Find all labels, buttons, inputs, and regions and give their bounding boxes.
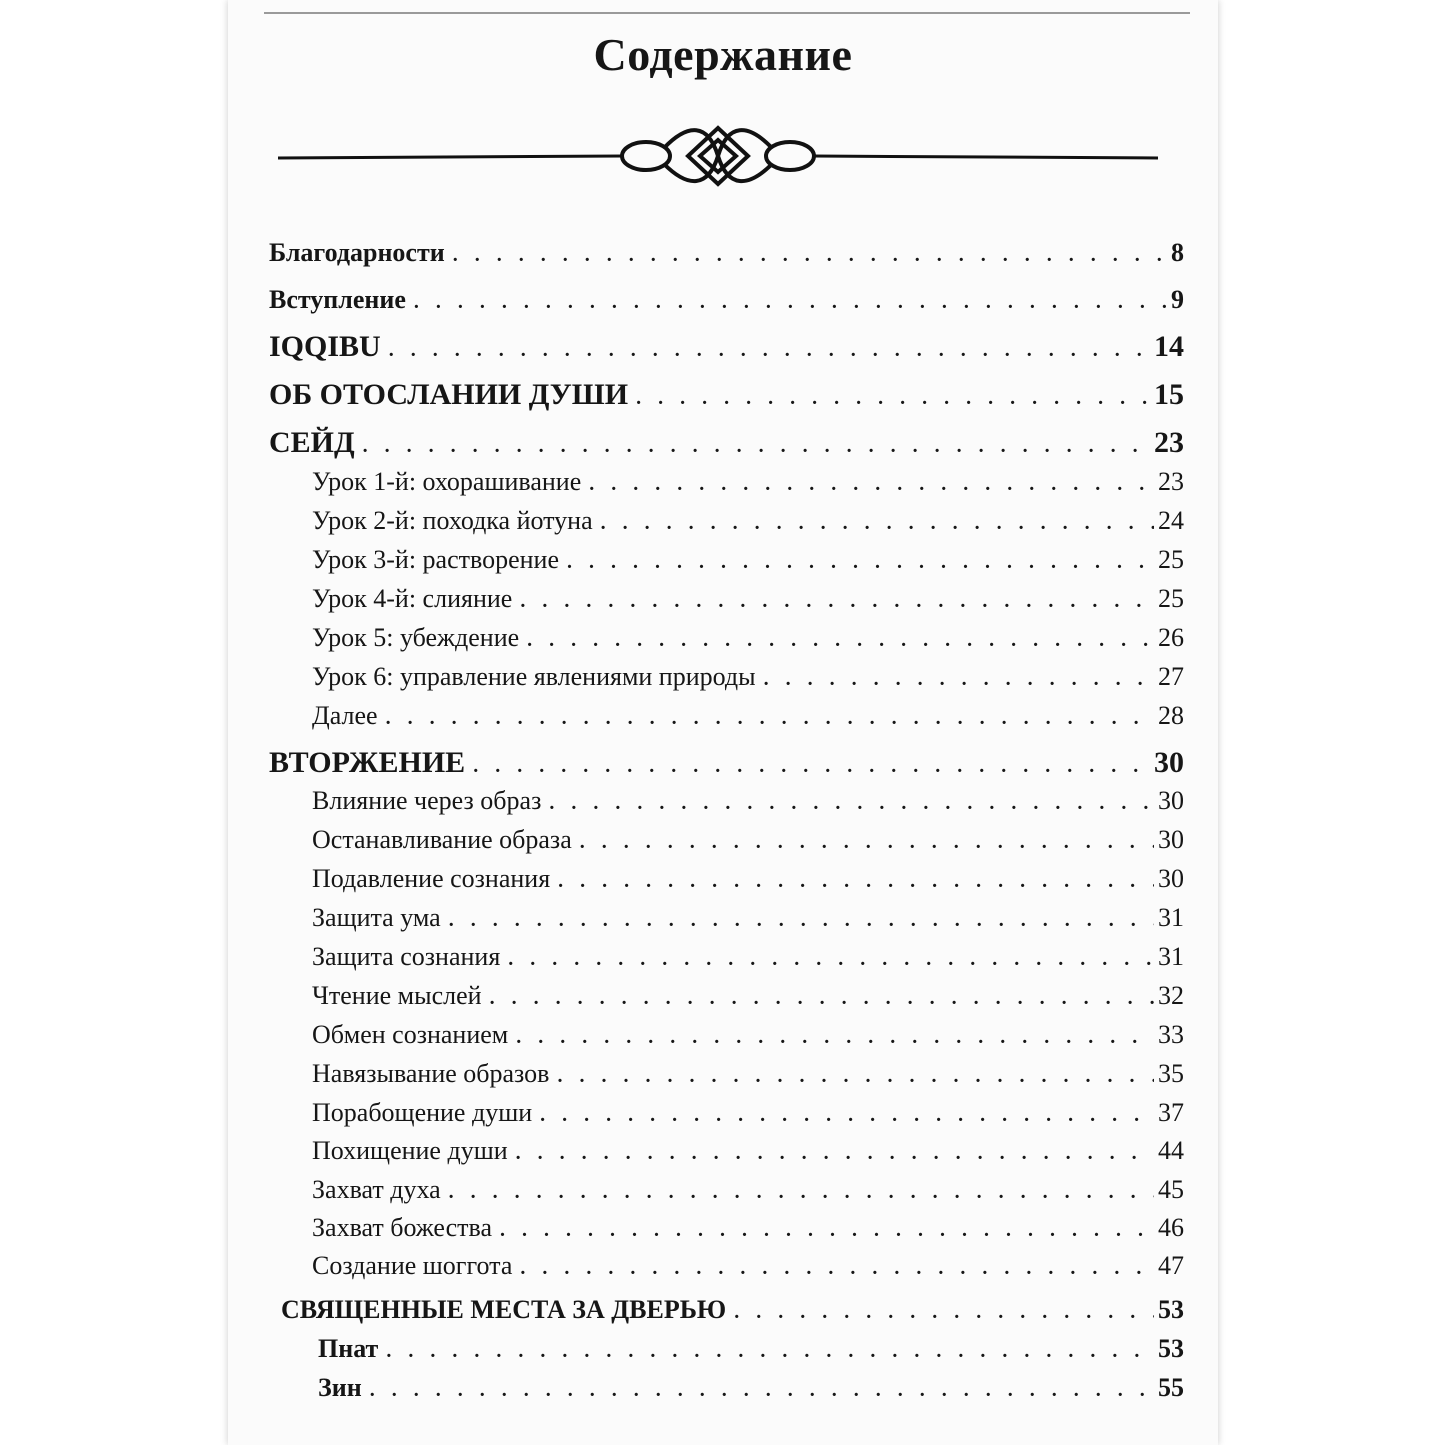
toc-subentry: Захват божества . . . 46: [312, 1215, 1184, 1241]
toc-entry: ВТОРЖЕНИЕ . . . 30: [269, 748, 1184, 778]
book-page: [228, 0, 1218, 1445]
toc-subentry: Урок 5: убеждение . . . 26: [312, 625, 1184, 651]
toc-subentry: Чтение мыслей . . . 32: [312, 983, 1184, 1009]
toc-subentry: Порабощение души . . . 37: [312, 1100, 1184, 1126]
toc-entry: Благодарности . . . 8: [269, 240, 1184, 266]
toc-subentry: Защита ума . . . 31: [312, 905, 1184, 931]
toc-subentry: Навязывание образов . . . 35: [312, 1061, 1184, 1087]
toc-subentry: Урок 4-й: слияние . . . 25: [312, 586, 1184, 612]
toc-entry: ОБ ОТОСЛАНИИ ДУШИ . . . 15: [269, 380, 1184, 410]
toc-entry: Вступление . . . 9: [269, 287, 1184, 313]
table-of-contents: [228, 0, 1218, 1445]
toc-subentry: Урок 2-й: походка йотуна . . . 24: [312, 508, 1184, 534]
toc-subentry: Зин . . . 55: [318, 1375, 1184, 1401]
toc-entry: СВЯЩЕННЫЕ МЕСТА ЗА ДВЕРЬЮ . . . 53: [281, 1297, 1184, 1323]
toc-subentry: Захват духа . . . 45: [312, 1177, 1184, 1203]
toc-subentry: Влияние через образ . . . 30: [312, 788, 1184, 814]
toc-entry: IQQIBU . . . 14: [269, 332, 1184, 362]
toc-subentry: Далее . . . 28: [312, 703, 1184, 729]
toc-subentry: Обмен сознанием . . . 33: [312, 1022, 1184, 1048]
toc-subentry: Защита сознания . . . 31: [312, 944, 1184, 970]
page-title: Содержание: [593, 29, 853, 80]
toc-subentry: Похищение души . . . 44: [312, 1138, 1184, 1164]
toc-subentry: Подавление сознания . . . 30: [312, 866, 1184, 892]
toc-subentry: Останавливание образа . . . 30: [312, 827, 1184, 853]
toc-entry: СЕЙД . . . 23: [269, 428, 1184, 458]
toc-subentry: Создание шоггота . . . 47: [312, 1253, 1184, 1279]
toc-subentry: Урок 3-й: растворение . . . 25: [312, 547, 1184, 573]
toc-subentry: Урок 1-й: охорашивание . . . 23: [312, 469, 1184, 495]
toc-subentry: Урок 6: управление явлениями природы . . . 27: [312, 664, 1184, 690]
toc-subentry: Пнат . . . 53: [318, 1336, 1184, 1362]
